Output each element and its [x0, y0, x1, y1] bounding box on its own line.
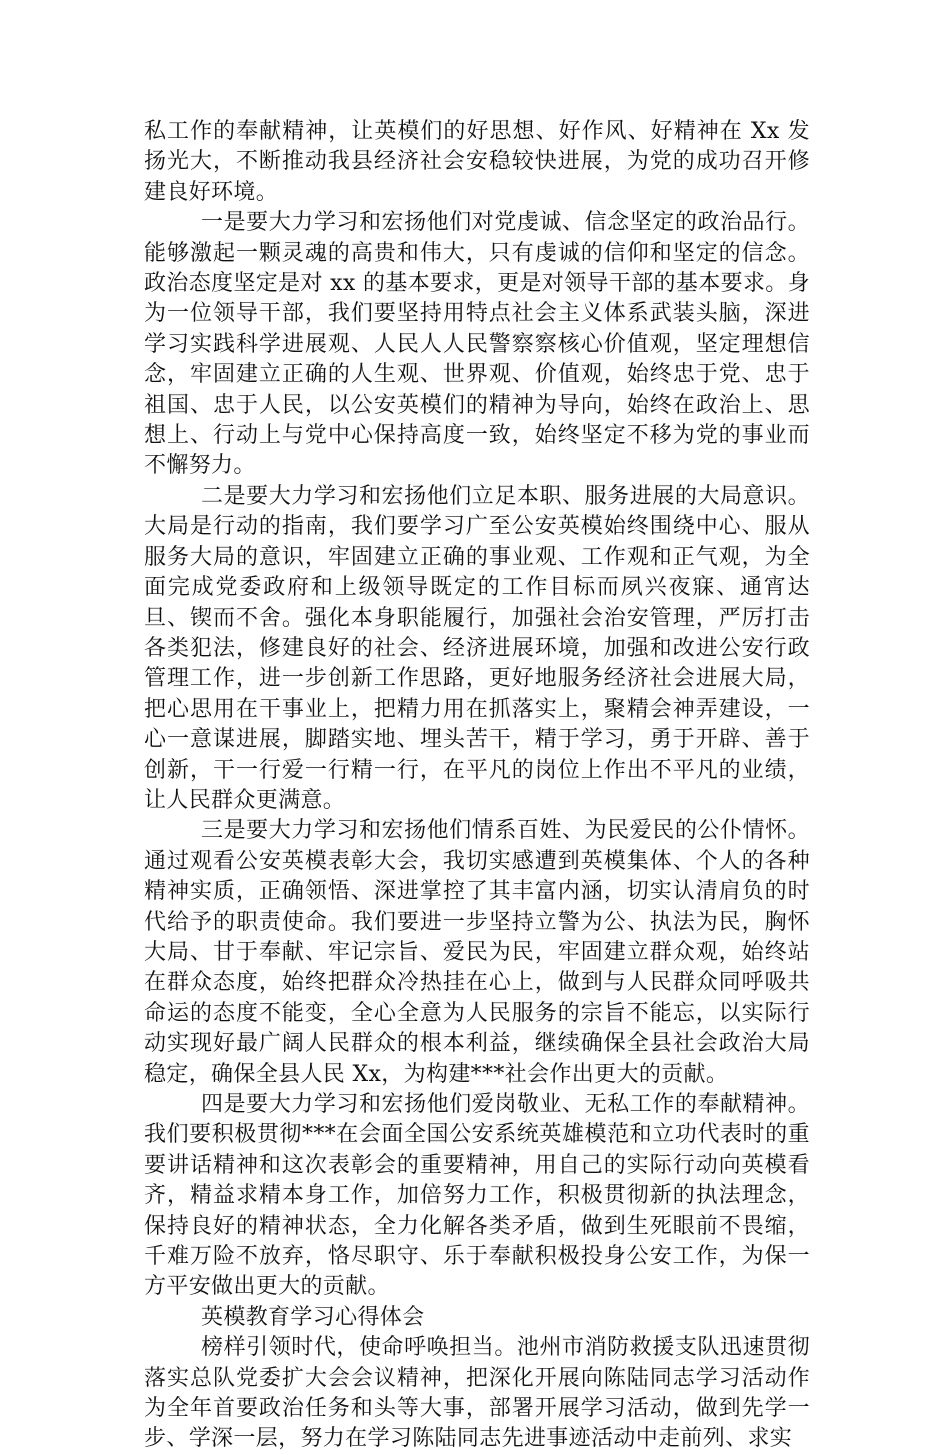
- section-heading: 英模教育学习心得体会: [201, 1304, 425, 1330]
- paragraph-point-one: 一是要大力学习和宏扬他们对党虔诚、信念坚定的政治品行。能够激起一颗灵魂的高贵和伟大，只有虔诚的信仰和坚定的信念。政治态度坚定是对 xx 的基本要求，更是对领导干部的基本要求。身为一位领导干部，我们要坚持用特点社会主义体系武装头脑，深进学习实践科学进展观、人民人人民警察察核心价值观，坚定理想信念，牢固建立正确的人生观、世界观、价值观，始终忠于党、忠于祖国、忠于人民，以公安英模们的精神为导向，始终在政治上、思想上、行动上与党中心保持高度一致，始终坚定不移为党的事业而不懈努力。: [144, 210, 811, 479]
- paragraph-point-two: 二是要大力学习和宏扬他们立足本职、服务进展的大局意识。大局是行动的指南，我们要学习广至公安英模始终围绕中心、服从服务大局的意识，牢固建立正确的事业观、工作观和正气观，为全面完成党委政府和上级领导既定的工作目标而夙兴夜寐、通宵达旦、锲而不舍。强化本身职能履行，加强社会治安管理，严厉打击各类犯法，修建良好的社会、经济进展环境，加强和改进公安行政管理工作，进一步创新工作思路，更好地服务经济社会进展大局，把心思用在干事业上，把精力用在抓落实上，聚精会神弄建设，一心一意谋进展，脚踏实地、埋头苦干，精于学习，勇于开辟、善于创新，干一行爱一行精一行，在平凡的岗位上作出不平凡的业绩，让人民群众更满意。: [144, 483, 810, 813]
- paragraph-point-four: 四是要大力学习和宏扬他们爱岗敬业、无私工作的奉献精神。我们要积极贯彻***在会面全国公安系统英雄模范和立功代表时的重要讲话精神和这次表彰会的重要精神，用自己的实际行动向英模看齐，精益求精本身工作，加倍努力工作，积极贯彻新的执法理念，保持良好的精神状态，全力化解各类矛盾，做到生死眼前不畏缩，千难万险不放弃，恪尽职守、乐于奉献积极投身公安工作，为保一方平安做出更大的贡献。: [144, 1092, 810, 1300]
- paragraph-point-three: 三是要大力学习和宏扬他们情系百姓、为民爱民的公仆情怀。通过观看公安英模表彰大会，我切实感遭到英模集体、个人的各种精神实质，正确领悟、深进掌控了其丰富内涵，切实认清肩负的时代给予的职责使命。我们要进一步坚持立警为公、执法为民，胸怀大局、甘于奉献、牢记宗旨、爱民为民，牢固建立群众观，始终站在群众态度，始终把群众冷热挂在心上，做到与人民群众同呼吸共命运的态度不能变，全心全意为人民服务的宗旨不能忘，以实际行动实现好最广阔人民群众的根本利益，继续确保全县社会政治大局稳定，确保全县人民 Xx，为构建***社会作出更大的贡献。: [144, 818, 810, 1087]
- paragraph-section-body: 榜样引领时代，使命呼唤担当。池州市消防救援支队迅速贯彻落实总队党委扩大会会议精神，把深化开展向陈陆同志学习活动作为全年首要政治任务和头等大事，部署开展学习活动，做到先学一步、学深一层，努力在学习陈陆同志先进事迹活动中走前列、求实: [144, 1335, 810, 1452]
- document-page: [144, 117, 810, 1455]
- paragraph-intro-continuation: 私工作的奉献精神，让英模们的好思想、好作风、好精神在 Xx 发扬光大，不断推动我县经济社会安稳较快进展，为党的成功召开修建良好环境。: [144, 119, 810, 205]
